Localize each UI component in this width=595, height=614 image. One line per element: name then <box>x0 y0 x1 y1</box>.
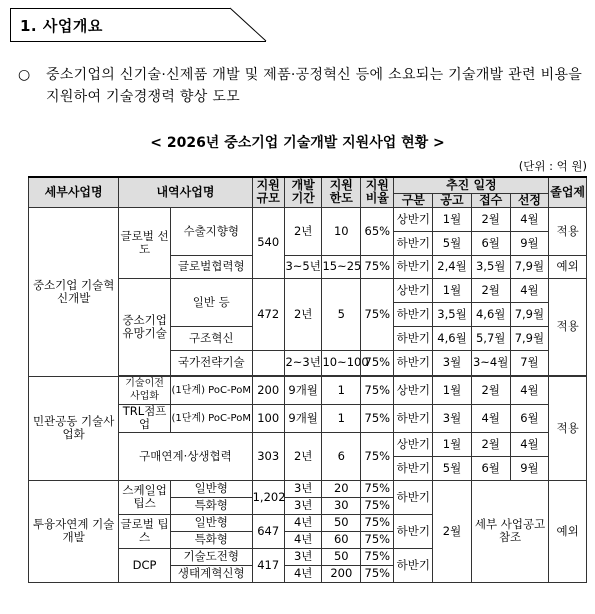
half-cell: 하반기 <box>394 404 433 432</box>
subprogram-cell: 기술이전 사업화 <box>119 376 171 404</box>
scale-cell: 200 <box>252 376 284 404</box>
limit-cell: 10 <box>322 207 361 255</box>
subprogram-cell: 글로벌 선도 <box>119 207 171 278</box>
section-title: 1. 사업개요 <box>20 17 103 35</box>
receipt-cell: 5,7월 <box>471 326 510 350</box>
announce-cell: 3월 <box>433 350 472 375</box>
graduation-cell: 적용 <box>549 278 587 375</box>
subprogram-cell: 글로벌 팁스 <box>119 514 171 548</box>
subprogram-cell: DCP <box>119 548 171 582</box>
half-cell: 상반기 <box>394 376 433 404</box>
subprogram-detail-cell: 기술도전형 <box>170 548 252 565</box>
half-cell: 상반기 <box>394 432 433 456</box>
unit-label: (단위 : 억 원) <box>518 159 587 173</box>
ratio-cell: 75% <box>361 531 394 548</box>
th-receipt: 접수 <box>471 193 510 207</box>
half-cell: 하반기 <box>394 548 433 582</box>
half-cell: 하반기 <box>394 480 433 514</box>
limit-cell: 20 <box>322 480 361 497</box>
period-cell: 4년 <box>284 531 322 548</box>
period-cell: 3년 <box>284 548 322 565</box>
period-cell: 4년 <box>284 565 322 582</box>
limit-cell: 6 <box>322 432 361 480</box>
half-cell: 하반기 <box>394 231 433 255</box>
category-cell: 민관공동 기술사업화 <box>29 376 119 480</box>
announce-cell: 4,6월 <box>433 326 472 350</box>
subprogram-detail-cell: 글로벌협력형 <box>170 255 252 278</box>
announce-cell: 2월 <box>433 480 472 582</box>
receipt-cell: 3~4월 <box>471 350 510 375</box>
receipt-cell: 2월 <box>471 432 510 456</box>
select-cell: 4월 <box>510 432 549 456</box>
ratio-cell: 75% <box>361 255 394 278</box>
period-cell: 2~3년 <box>284 350 322 375</box>
ratio-cell: 75% <box>361 480 394 497</box>
select-cell: 4월 <box>510 376 549 404</box>
announce-cell: 2,4월 <box>433 255 472 278</box>
period-cell: 2년 <box>284 207 322 255</box>
th-period: 개발 기간 <box>284 177 322 207</box>
limit-cell: 60 <box>322 531 361 548</box>
th-category: 세부사업명 <box>29 177 119 207</box>
th-half: 구분 <box>394 193 433 207</box>
subprogram-detail-cell: 수출지향형 <box>170 207 252 255</box>
ratio-cell: 75% <box>361 404 394 432</box>
graduation-cell: 예외 <box>549 480 587 582</box>
period-cell: 3년 <box>284 480 322 497</box>
half-cell: 하반기 <box>394 302 433 326</box>
select-cell: 7월 <box>510 350 549 375</box>
ratio-cell: 75% <box>361 432 394 480</box>
scale-cell: 417 <box>252 548 284 582</box>
program-table <box>28 176 587 583</box>
limit-cell: 200 <box>322 565 361 582</box>
scale-cell: 472 <box>252 278 284 350</box>
ratio-cell: 75% <box>361 514 394 531</box>
subprogram-cell: 스케일업 팁스 <box>119 480 171 514</box>
select-cell: 6월 <box>510 404 549 432</box>
select-cell: 7,9월 <box>510 255 549 278</box>
receipt-cell: 6월 <box>471 456 510 480</box>
ratio-cell: 75% <box>361 278 394 350</box>
half-cell: 하반기 <box>394 326 433 350</box>
ratio-cell: 75% <box>361 350 394 375</box>
receipt-cell: 3,5월 <box>471 255 510 278</box>
subprogram-detail-cell: 국가전략기술 <box>170 350 252 375</box>
announce-cell: 1월 <box>433 207 472 231</box>
th-graduation: 졸업제 <box>549 177 587 207</box>
th-subprogram: 내역사업명 <box>119 177 252 207</box>
ratio-cell: 75% <box>361 565 394 582</box>
period-cell: 2년 <box>284 432 322 480</box>
limit-cell: 50 <box>322 548 361 565</box>
announce-cell: 1월 <box>433 432 472 456</box>
period-cell: 9개월 <box>284 404 322 432</box>
scale-cell: 647 <box>252 514 284 548</box>
ratio-cell: 75% <box>361 548 394 565</box>
section-header <box>10 8 268 42</box>
subprogram-detail-cell: 특화형 <box>170 497 252 514</box>
limit-cell: 10~100 <box>322 350 361 375</box>
th-ratio: 지원 비율 <box>361 177 394 207</box>
th-limit: 지원 한도 <box>322 177 361 207</box>
subprogram-detail-cell: 생태계혁신형 <box>170 565 252 582</box>
th-select: 선정 <box>510 193 549 207</box>
subprogram-detail-cell: (1단계) PoC-PoM <box>170 376 252 404</box>
select-cell: 9월 <box>510 456 549 480</box>
select-cell: 9월 <box>510 231 549 255</box>
subprogram-detail-cell: 일반형 <box>170 480 252 497</box>
period-cell: 3~5년 <box>284 255 322 278</box>
ratio-cell: 75% <box>361 376 394 404</box>
th-schedule: 추진 일정 <box>394 177 549 193</box>
subprogram-detail-cell: 일반형 <box>170 514 252 531</box>
receipt-cell: 2월 <box>471 207 510 231</box>
subprogram-cell: TRL점프업 <box>119 404 171 432</box>
subprogram-detail-cell: 일반 등 <box>170 278 252 326</box>
graduation-cell: 예외 <box>549 255 587 278</box>
limit-cell: 15~25 <box>322 255 361 278</box>
announce-cell: 3월 <box>433 404 472 432</box>
period-cell: 9개월 <box>284 376 322 404</box>
announce-cell: 1월 <box>433 278 472 302</box>
limit-cell: 30 <box>322 497 361 514</box>
limit-cell: 1 <box>322 376 361 404</box>
announce-cell: 5월 <box>433 231 472 255</box>
category-cell: 중소기업 기술혁신개발 <box>29 207 119 376</box>
detail-reference-cell: 세부 사업공고 참조 <box>471 480 548 582</box>
half-cell: 하반기 <box>394 514 433 548</box>
select-cell: 7,9월 <box>510 302 549 326</box>
receipt-cell: 6월 <box>471 231 510 255</box>
summary-bullet: ○ <box>18 67 31 83</box>
select-cell: 4월 <box>510 207 549 231</box>
announce-cell: 1월 <box>433 376 472 404</box>
announce-cell: 3,5월 <box>433 302 472 326</box>
limit-cell: 5 <box>322 278 361 350</box>
scale-cell: 1,202 <box>252 480 284 514</box>
period-cell: 2년 <box>284 278 322 350</box>
half-cell: 상반기 <box>394 278 433 302</box>
announce-cell: 5월 <box>433 456 472 480</box>
scale-cell: 100 <box>252 404 284 432</box>
subprogram-cell: 구매연계·상생협력 <box>119 432 252 480</box>
half-cell: 하반기 <box>394 350 433 375</box>
select-cell: 7,9월 <box>510 326 549 350</box>
period-cell: 4년 <box>284 514 322 531</box>
half-cell: 하반기 <box>394 255 433 278</box>
graduation-cell: 적용 <box>549 207 587 255</box>
select-cell: 4월 <box>510 278 549 302</box>
receipt-cell: 4월 <box>471 404 510 432</box>
receipt-cell: 2월 <box>471 278 510 302</box>
scale-cell: 303 <box>252 432 284 480</box>
category-cell: 투융자연계 기술개발 <box>29 480 119 582</box>
limit-cell: 1 <box>322 404 361 432</box>
scale-cell <box>252 350 284 375</box>
scale-cell: 540 <box>252 207 284 278</box>
subprogram-detail-cell: 구조혁신 <box>170 326 252 350</box>
receipt-cell: 4,6월 <box>471 302 510 326</box>
subprogram-detail-cell: (1단계) PoC-PoM <box>170 404 252 432</box>
graduation-cell: 적용 <box>549 376 587 480</box>
half-cell: 하반기 <box>394 456 433 480</box>
th-announce: 공고 <box>433 193 472 207</box>
receipt-cell: 2월 <box>471 376 510 404</box>
th-scale: 지원 규모 <box>252 177 284 207</box>
table-title: < 2026년 중소기업 기술개발 지원사업 현황 > <box>150 135 445 151</box>
ratio-cell: 65% <box>361 207 394 255</box>
ratio-cell: 75% <box>361 497 394 514</box>
half-cell: 상반기 <box>394 207 433 231</box>
limit-cell: 50 <box>322 514 361 531</box>
subprogram-detail-cell: 특화형 <box>170 531 252 548</box>
period-cell: 3년 <box>284 497 322 514</box>
subprogram-cell: 중소기업 유망기술 <box>119 278 171 375</box>
summary-text: 중소기업의 신기술·신제품 개발 및 제품·공정혁신 등에 소요되는 기술개발 관련 비용을 지원하여 기술경쟁력 향상 도모 <box>46 67 583 105</box>
